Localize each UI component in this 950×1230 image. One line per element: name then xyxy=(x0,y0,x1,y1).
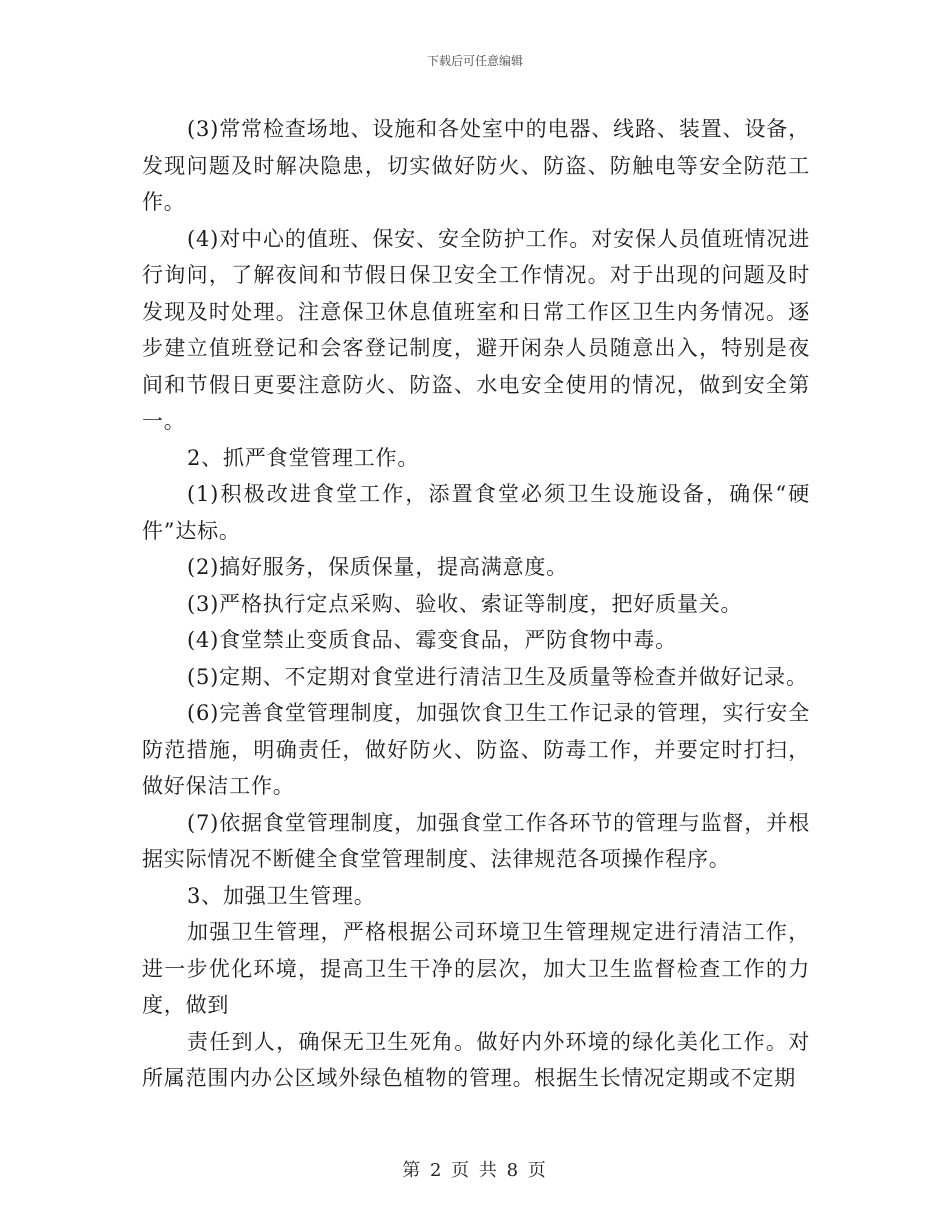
document-body xyxy=(142,111,810,1097)
paragraph-canteen-item-5: (5)定期、不定期对食堂进行清洁卫生及质量等检查并做好记录。 xyxy=(187,664,808,689)
paragraph-canteen-item-6: (6)完善食堂管理制度，加强饮食卫生工作记录的管理，实行安全防范措施，明确责任，做好防火、防盗、防毒工作，并要定时打扫，做好保洁工作。 xyxy=(142,701,810,798)
paragraph-canteen-item-4: (4)食堂禁止变质食品、霉变食品，严防食物中毒。 xyxy=(187,628,677,652)
paragraph-canteen-item-7: (7)依据食堂管理制度，加强食堂工作各环节的管理与监督，并根据实际情况不断健全食堂管理制度、法律规范各项操作程序。 xyxy=(142,810,810,871)
header-note: 下载后可任意编辑 xyxy=(426,54,523,68)
section-heading-canteen: 2、抓严食堂管理工作。 xyxy=(187,445,420,470)
paragraph-duty-security: (4)对中心的值班、保安、安全防护工作。对安保人员值班情况进行询问，了解夜间和节假日保卫安全工作情况。对于出现的问题及时发现及时处理。注意保卫休息值班室和日常工作区卫生内务情况。逐步建立值班登记和会客登记制度，避开闲杂人员随意出入，特别是夜间和节假日更要注意防火、防盗、水电安全使用的情况，做到安全第一。 xyxy=(142,226,810,433)
section-heading-hygiene: 3、加强卫生管理。 xyxy=(187,883,376,908)
paragraph-hygiene-management: 加强卫生管理，严格根据公司环境卫生管理规定进行清洁工作，进一步优化环境，提高卫生干净的层次，加大卫生监督检查工作的力度，做到 xyxy=(142,920,810,1017)
paragraph-canteen-item-3: (3)严格执行定点采购、验收、索证等制度，把好质量关。 xyxy=(187,591,743,616)
paragraph-canteen-item-1: (1)积极改进食堂工作，添置食堂必须卫生设施设备，确保“硬件”达标。 xyxy=(142,482,810,543)
paragraph-fire-safety-inspection: (3)常常检查场地、设施和各处室中的电器、线路、装置、设备，发现问题及时解决隐患，切实做好防火、防盗、防触电等安全防范工作。 xyxy=(142,117,810,214)
page-number: 第 2 页 共 8 页 xyxy=(402,1160,548,1181)
paragraph-responsibility: 责任到人，确保无卫生死角。做好内外环境的绿化美化工作。对所属范围内办公区域外绿色植物的管理。根据生长情况定期或不定期 xyxy=(142,1029,810,1090)
paragraph-canteen-item-2: (2)搞好服务，保质保量，提高满意度。 xyxy=(187,555,568,579)
